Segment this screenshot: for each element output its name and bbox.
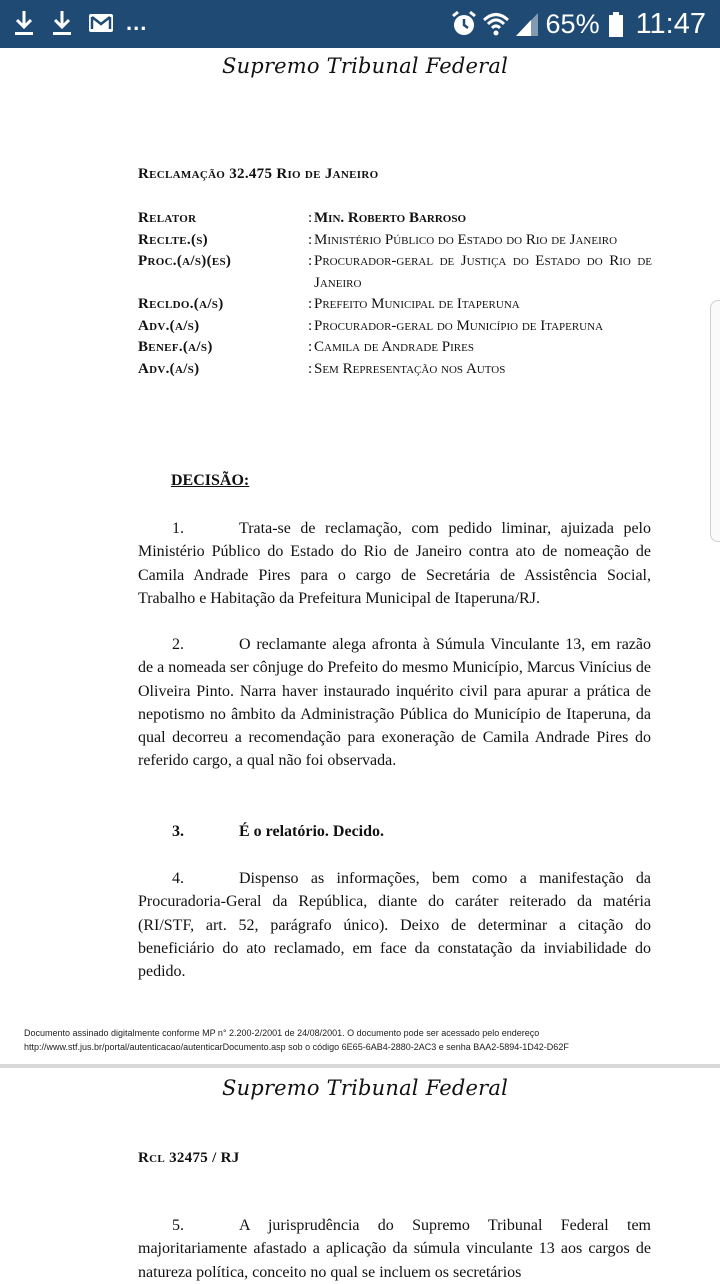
paragraph-1 bbox=[138, 517, 651, 610]
wifi-icon bbox=[482, 9, 506, 39]
document-page-2 bbox=[0, 1068, 720, 1280]
scrollbar-handle[interactable] bbox=[710, 300, 720, 542]
footer-line: Documento assinado digitalmente conforme MP n° 2.200-2/2001 de 24/08/2001. O documento pode ser acessado pelo endereço bbox=[24, 1028, 540, 1038]
party-label: Adv.(a/s) bbox=[138, 317, 200, 334]
party-label: Relator bbox=[138, 210, 197, 226]
party-label: Proc.(a/s)(es) bbox=[138, 253, 232, 269]
party-value: Procurador-geral de Justiça do Estado do Rio de Janeiro bbox=[314, 253, 652, 291]
party-value: Min. Roberto Barroso bbox=[314, 210, 467, 226]
party-colon: : bbox=[308, 231, 313, 248]
court-title: Supremo Tribunal Federal bbox=[221, 54, 508, 78]
party-row bbox=[138, 337, 652, 359]
party-colon: : bbox=[308, 296, 313, 312]
gmail-icon bbox=[88, 8, 112, 38]
paragraph-number: 1. bbox=[172, 520, 184, 537]
battery-percent: 65% bbox=[545, 9, 600, 39]
download-icon bbox=[50, 8, 74, 38]
party-row bbox=[138, 251, 652, 294]
overflow-indicator: ... bbox=[126, 10, 148, 35]
court-title: Supremo Tribunal Federal bbox=[221, 1076, 508, 1100]
parties-table bbox=[138, 208, 652, 380]
alarm-icon bbox=[450, 9, 474, 39]
party-value: Camila de Andrade Pires bbox=[314, 339, 474, 355]
paragraph-number: 5. bbox=[172, 1217, 184, 1234]
paragraph-text: Dispenso as informações, bem como a manifestação da Procuradoria-Geral da República, diante do caráter reiterado da matéria (RI/STF, art. 52, parágrafo único). Deixo de determinar a citação do beneficiário do ato reclamado, em face da constatação da inviabilidade do pedido. bbox=[138, 870, 651, 981]
case-reference: Rcl 32475 / RJ bbox=[138, 1150, 240, 1166]
party-value: Procurador-geral do Município de Itaperuna bbox=[314, 317, 604, 334]
paragraph-text: O reclamante alega afronta à Súmula Vinculante 13, em razão de a nomeada ser cônjuge do Prefeito do mesmo Município, Marcus Vinícius de Oliveira Pinto. Narra haver instaurado inquérito civil para apurar a prática de nepotismo no âmbito da Administração Pública do Município de Itaperuna, da qual decorreu a recomendação para exoneração de Camila Andrade Pires do referido cargo, a qual não foi observada. bbox=[138, 636, 651, 770]
status-bar bbox=[0, 0, 720, 48]
paragraph-number: 2. bbox=[172, 636, 184, 653]
party-row bbox=[138, 230, 652, 252]
party-label: Benef.(a/s) bbox=[138, 339, 213, 355]
party-row bbox=[138, 316, 652, 338]
paragraph-3 bbox=[138, 820, 651, 843]
party-row bbox=[138, 208, 652, 230]
paragraph-number: 4. bbox=[172, 870, 184, 887]
party-colon: : bbox=[308, 339, 313, 355]
document-page-1 bbox=[0, 48, 720, 1066]
battery-icon bbox=[608, 9, 624, 39]
paragraph-5 bbox=[138, 1214, 651, 1284]
party-value: Ministério Público do Estado do Rio de Janeiro bbox=[314, 231, 618, 248]
party-colon: : bbox=[308, 210, 313, 226]
party-colon: : bbox=[308, 253, 313, 269]
party-row bbox=[138, 359, 652, 381]
party-label: Adv.(a/s) bbox=[138, 360, 200, 377]
paragraph-2 bbox=[138, 633, 651, 773]
download-icon bbox=[12, 8, 36, 38]
decision-heading: DECISÃO: bbox=[171, 472, 250, 489]
party-colon: : bbox=[308, 360, 313, 377]
paragraph-text: Trata-se de reclamação, com pedido liminar, ajuizada pelo Ministério Público do Estado do Rio de Janeiro contra ato de nomeação de Camila Andrade Pires para o cargo de Secretária de Assistência Social, Trabalho e Habitação da Prefeitura Municipal de Itaperuna/RJ. bbox=[138, 520, 651, 607]
party-label: Reclte.(s) bbox=[138, 231, 208, 248]
party-value: Prefeito Municipal de Itaperuna bbox=[314, 296, 520, 312]
party-colon: : bbox=[308, 317, 313, 334]
party-value: Sem Representação nos Autos bbox=[314, 360, 506, 377]
paragraph-number: 3. bbox=[172, 823, 184, 840]
paragraph-text: É o relatório. Decido. bbox=[239, 823, 385, 840]
case-heading: Reclamação 32.475 Rio de Janeiro bbox=[138, 166, 379, 182]
footer-line: http://www.stf.jus.br/portal/autenticacao/autenticarDocumento.asp sob o código 6E65-6AB4-2880-2AC3 e senha BAA2-5894-1D42-D62F bbox=[24, 1042, 569, 1052]
paragraph-text: A jurisprudência do Supremo Tribunal Federal tem majoritariamente afastado a aplicação da súmula vinculante 13 aos cargos de natureza política, conceito no qual se incluem os secretários bbox=[138, 1217, 651, 1281]
digital-signature-note bbox=[24, 1026, 704, 1054]
paragraph-4 bbox=[138, 867, 651, 983]
clock-time: 11:47 bbox=[635, 8, 706, 40]
signal-icon bbox=[514, 9, 538, 39]
party-row bbox=[138, 294, 652, 316]
party-label: Recldo.(a/s) bbox=[138, 296, 224, 312]
